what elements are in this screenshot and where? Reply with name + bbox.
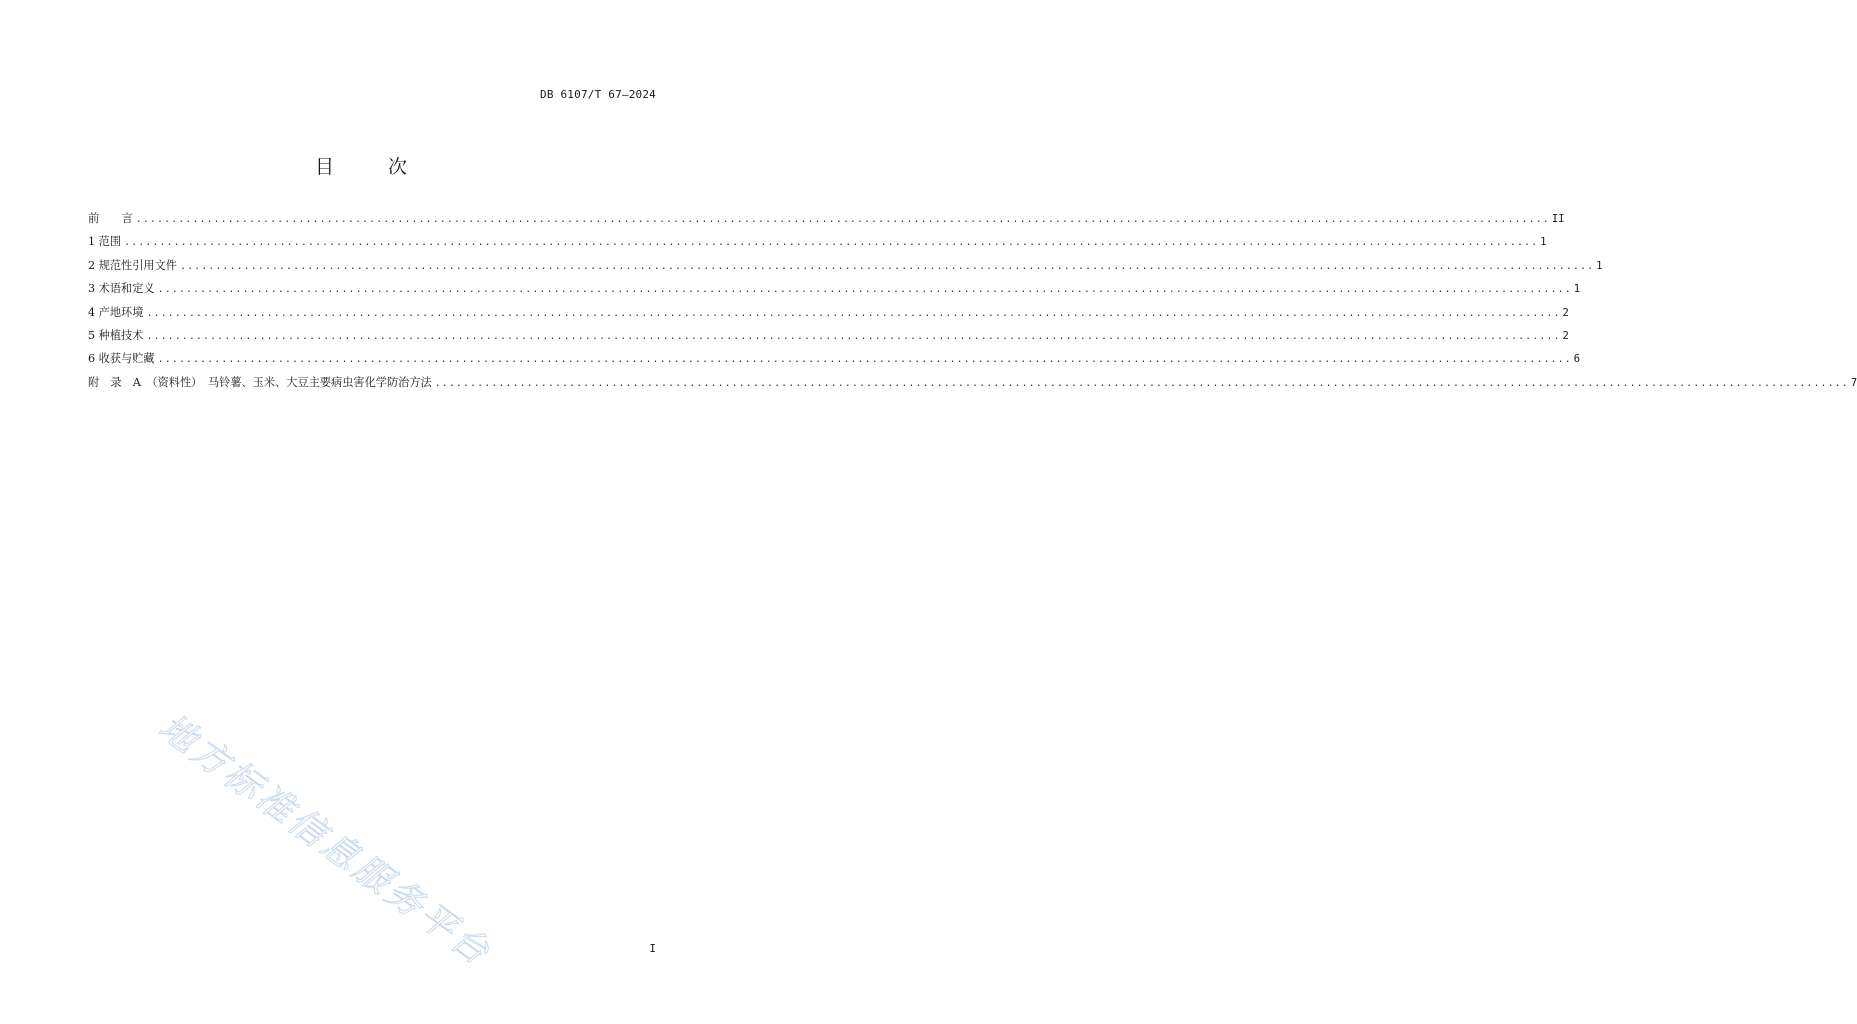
toc-leader-dots: ........................................................................................................................................................................................................ (180, 260, 1595, 272)
toc-entry-normative-references[interactable] (88, 257, 1603, 280)
toc-entry-planting-technique[interactable] (88, 327, 1569, 350)
toc-entry-harvest-storage[interactable] (88, 350, 1581, 373)
toc-page-number: 1 (1596, 259, 1603, 272)
watermark-text: 地方标准信息服务平台 (151, 706, 499, 975)
page-title (0, 152, 724, 179)
toc-entry-production-environment[interactable] (88, 304, 1569, 327)
toc-entry-label: 6 收获与贮藏 (88, 352, 155, 366)
toc-leader-dots: ........................................................................................................................................................................................................ (146, 307, 1561, 319)
toc-entry-label: 前 言 (88, 212, 133, 225)
toc-page-number: 2 (1562, 306, 1569, 319)
toc-entry-foreword[interactable] (88, 210, 1565, 233)
document-code: DB 6107/T 67—2024 (540, 88, 656, 101)
toc-entry-appendix-a[interactable] (88, 374, 1857, 397)
table-of-contents (88, 210, 1857, 397)
toc-page-number: 2 (1562, 329, 1569, 342)
toc-entry-label: 附 录 A （资料性） 马铃薯、玉米、大豆主要病虫害化学防治方法 (88, 375, 432, 389)
toc-entry-scope[interactable] (88, 233, 1547, 256)
toc-page-number: II (1551, 213, 1565, 225)
toc-leader-dots: ........................................................................................................................................................................................................ (146, 330, 1561, 342)
toc-page-number: 6 (1573, 353, 1581, 366)
toc-page-number: 1 (1540, 236, 1547, 249)
toc-entry-label: 5 种植技术 (88, 328, 144, 342)
toc-entry-label: 4 产地环境 (88, 305, 144, 319)
toc-leader-dots: ........................................................................................................................................................................................................ (157, 354, 1572, 366)
toc-entry-label: 1 范围 (88, 235, 122, 249)
toc-page-number: 7 (1850, 376, 1857, 389)
toc-leader-dots: ........................................................................................................................................................................................................ (135, 214, 1550, 225)
toc-leader-dots: ........................................................................................................................................................................................................ (124, 237, 1539, 249)
page-number: I (649, 942, 656, 955)
title-char-2: 次 (388, 156, 410, 178)
toc-leader-dots: ........................................................................................................................................................................................................ (434, 377, 1849, 389)
toc-entry-terms-definitions[interactable] (88, 280, 1581, 303)
toc-leader-dots: ........................................................................................................................................................................................................ (157, 284, 1572, 296)
toc-entry-label: 2 规范性引用文件 (88, 258, 177, 272)
toc-entry-label: 3 术语和定义 (88, 282, 155, 296)
title-char-1: 目 (314, 156, 336, 178)
toc-page-number: 1 (1573, 283, 1581, 296)
